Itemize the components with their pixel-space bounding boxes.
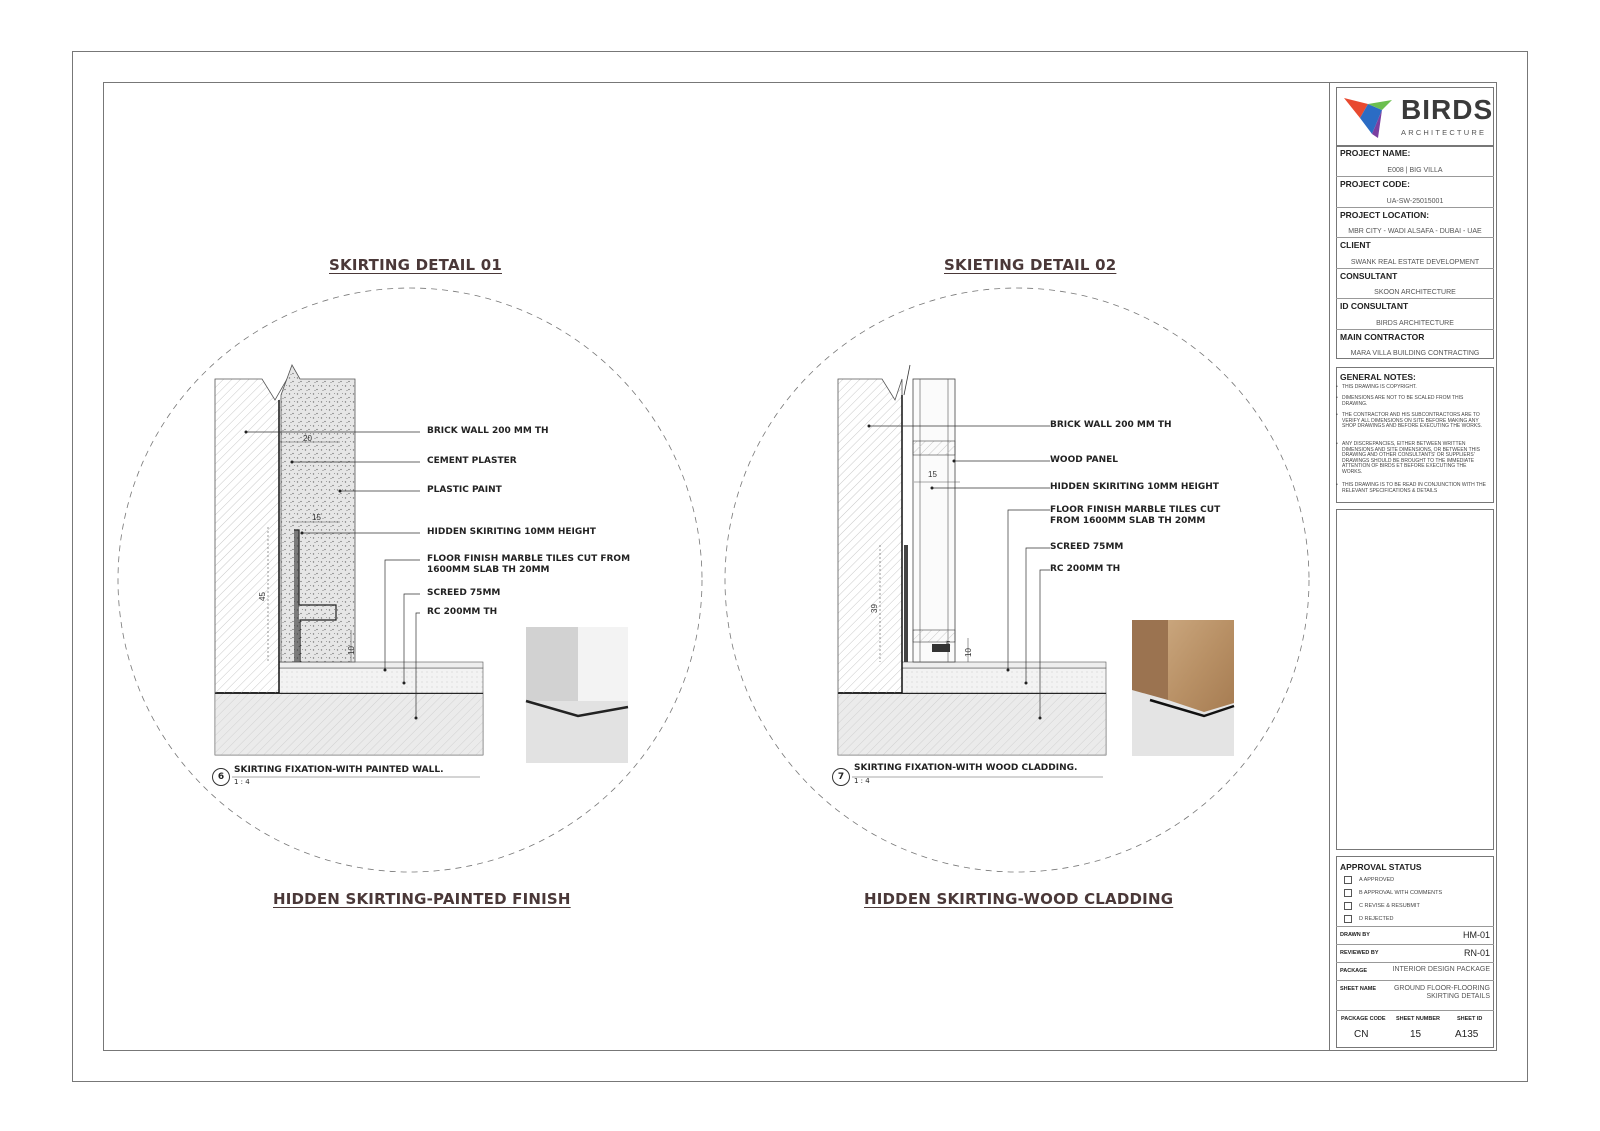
d2-badge: 7 bbox=[832, 768, 850, 786]
d2-label-screed: SCREED 75MM bbox=[1050, 542, 1124, 552]
d1-label-rc: RC 200MM TH bbox=[427, 607, 498, 617]
note-5: • THIS DRAWING IS TO BE READ IN CONJUNCTION WITH THE RELEVANT SPECIFICATIONS & DETAILS bbox=[1342, 483, 1488, 494]
approval-label-c: C REVISE & RESUBMIT bbox=[1359, 903, 1420, 909]
approval-checkbox-a[interactable] bbox=[1344, 876, 1352, 884]
d2-label-skirting: HIDDEN SKIRITING 10MM HEIGHT bbox=[1050, 482, 1219, 492]
value-sheet-id: A135 bbox=[1455, 1029, 1479, 1040]
d1-dim-10: 10 bbox=[346, 646, 356, 655]
detail-02-circle bbox=[725, 288, 1309, 872]
d1-label-floor-2: 1600MM SLAB TH 20MM bbox=[427, 565, 550, 575]
detail-02-screed bbox=[902, 668, 1106, 693]
label-sheet-number: SHEET NUMBER bbox=[1396, 1016, 1441, 1022]
label-consultant: CONSULTANT bbox=[1340, 271, 1398, 281]
note-3: • THE CONTRACTOR AND HIS SUBCONTRACTORS ARE TO VERIFY ALL DIMENSIONS ON SITE BEFORE MAKING ANY SHOP DRAWINGS AND BEFORE EXECUTING THE WORKS. bbox=[1342, 413, 1488, 430]
value-consultant: SKOON ARCHITECTURE bbox=[1374, 289, 1456, 296]
d2-dim-10: 10 bbox=[963, 648, 973, 657]
d1-label-brick: BRICK WALL 200 MM TH bbox=[427, 426, 549, 436]
value-reviewed-by: RN-01 bbox=[1463, 948, 1490, 958]
detail-01-subtitle: HIDDEN SKIRTING-PAINTED FINISH bbox=[273, 890, 571, 908]
d1-label-screed: SCREED 75MM bbox=[427, 588, 501, 598]
detail-01-group bbox=[118, 288, 702, 872]
approval-checkbox-d[interactable] bbox=[1344, 915, 1352, 923]
approval-label-b: B APPROVAL WITH COMMENTS bbox=[1359, 890, 1443, 896]
label-reviewed-by: REVIEWED BY bbox=[1340, 950, 1379, 956]
d2-label-floor-2: FROM 1600MM SLAB TH 20MM bbox=[1050, 516, 1206, 526]
detail-01-screed bbox=[279, 668, 483, 693]
detail-02-wood-panel bbox=[913, 379, 955, 662]
label-project-name: PROJECT NAME: bbox=[1340, 148, 1411, 158]
d2-dim-5: 5 bbox=[946, 640, 951, 649]
d2-label-rc: RC 200MM TH bbox=[1050, 564, 1121, 574]
value-drawn-by: HM-01 bbox=[1462, 930, 1490, 940]
d2-caption: SKIRTING FIXATION-WITH WOOD CLADDING. bbox=[854, 763, 1078, 773]
value-main-contractor: MARA VILLA BUILDING CONTRACTING bbox=[1350, 350, 1480, 357]
logo-text: BIRDS bbox=[1401, 94, 1494, 125]
logo-subtext: ARCHITECTURE bbox=[1401, 128, 1487, 137]
d1-caption: SKIRTING FIXATION-WITH PAINTED WALL. bbox=[234, 765, 444, 775]
detail-01-title: SKIRTING DETAIL 01 bbox=[329, 256, 502, 274]
label-main-contractor: MAIN CONTRACTOR bbox=[1340, 332, 1425, 342]
approval-title: APPROVAL STATUS bbox=[1340, 862, 1422, 872]
row-main-contractor bbox=[1336, 330, 1494, 359]
detail-01-brick-wall bbox=[215, 379, 287, 693]
d2-label-floor-1: FLOOR FINISH MARBLE TILES CUT bbox=[1050, 505, 1221, 515]
approval-label-d: D REJECTED bbox=[1359, 916, 1394, 922]
d2-scale: 1 : 4 bbox=[854, 777, 870, 785]
row-project-location bbox=[1336, 208, 1494, 238]
row-package bbox=[1336, 962, 1494, 980]
approval-checkbox-b[interactable] bbox=[1344, 889, 1352, 897]
d1-label-skirting: HIDDEN SKIRITING 10MM HEIGHT bbox=[427, 527, 596, 537]
value-sheet-name-2: SKIRTING DETAILS bbox=[1426, 993, 1490, 1000]
general-notes-title: GENERAL NOTES: bbox=[1340, 372, 1416, 382]
detail-01-circle bbox=[118, 288, 702, 872]
label-project-code: PROJECT CODE: bbox=[1340, 179, 1410, 189]
row-consultant bbox=[1336, 269, 1494, 299]
value-package: INTERIOR DESIGN PACKAGE bbox=[1392, 966, 1490, 973]
label-id-consultant: ID CONSULTANT bbox=[1340, 301, 1409, 311]
d1-scale: 1 : 4 bbox=[234, 778, 250, 786]
note-4: • ANY DISCREPANCIES, EITHER BETWEEN WRITTEN DIMENSIONS AND SITE DIMENSIONS, OR BETWEEN THIS DRAWING AND OTHER CONSULTANTS' OR SUPPLIERS' DRAWINGS SHOULD BE BROUGHT TO THE IMMEDIATE ATTENTION OF BIRDS ET BEFORE EXECUTING THE WORKS. bbox=[1342, 442, 1488, 476]
value-sheet-number: 15 bbox=[1410, 1029, 1422, 1040]
row-project-code bbox=[1336, 177, 1494, 208]
value-sheet-name-1: GROUND FLOOR-FLOORING bbox=[1393, 985, 1490, 992]
detail-02-title: SKIETING DETAIL 02 bbox=[944, 256, 1117, 274]
label-project-location: PROJECT LOCATION: bbox=[1340, 210, 1430, 220]
logo-box bbox=[1336, 87, 1494, 146]
row-id-consultant bbox=[1336, 299, 1494, 330]
value-id-consultant: BIRDS ARCHITECTURE bbox=[1376, 320, 1454, 327]
d1-dim-20: 20 bbox=[303, 434, 312, 443]
d2-label-brick: BRICK WALL 200 MM TH bbox=[1050, 420, 1172, 430]
label-package: PACKAGE bbox=[1340, 968, 1368, 974]
value-sheet-name bbox=[1394, 985, 1490, 1001]
label-sheet-name: SHEET NAME bbox=[1340, 986, 1377, 992]
row-sheet-name bbox=[1336, 980, 1494, 1010]
label-sheet-id: SHEET ID bbox=[1457, 1016, 1483, 1022]
row-project-name bbox=[1336, 146, 1494, 177]
label-drawn-by: DRAWN BY bbox=[1340, 932, 1370, 938]
value-project-code: UA-SW-25015001 bbox=[1386, 198, 1444, 205]
approval-checkbox-c[interactable] bbox=[1344, 902, 1352, 910]
row-drawn-by bbox=[1336, 926, 1494, 944]
detail-02-tiles bbox=[902, 662, 1106, 668]
row-reviewed-by bbox=[1336, 944, 1494, 962]
value-project-location: MBR CITY - WADI ALSAFA - DUBAI - UAE bbox=[1348, 228, 1482, 235]
revisions-box bbox=[1336, 509, 1494, 850]
d1-label-floor-1: FLOOR FINISH MARBLE TILES CUT FROM bbox=[427, 554, 631, 564]
approval-label-a: A APPROVED bbox=[1359, 877, 1395, 883]
d1-dim-45: 45 bbox=[257, 592, 267, 601]
row-client bbox=[1336, 238, 1494, 269]
note-2: • DIMENSIONS ARE NOT TO BE SCALED FROM THIS DRAWING. bbox=[1342, 396, 1488, 407]
d2-dim-39: 39 bbox=[869, 604, 879, 613]
d1-badge: 6 bbox=[212, 768, 230, 786]
detail-02-subtitle: HIDDEN SKIRTING-WOOD CLADDING bbox=[864, 890, 1174, 908]
note-1: • THIS DRAWING IS COPYRIGHT. bbox=[1342, 385, 1488, 391]
label-package-code: PACKAGE CODE bbox=[1341, 1016, 1386, 1022]
value-client: SWANK REAL ESTATE DEVELOPMENT bbox=[1350, 259, 1480, 266]
d2-label-wood: WOOD PANEL bbox=[1050, 455, 1118, 465]
detail-01-tiles bbox=[279, 662, 483, 668]
value-package-code: CN bbox=[1354, 1029, 1369, 1040]
value-project-name: E008 | BIG VILLA bbox=[1387, 167, 1443, 174]
label-client: CLIENT bbox=[1340, 240, 1371, 250]
d2-dim-15: 15 bbox=[928, 470, 937, 479]
d1-label-plaster: CEMENT PLASTER bbox=[427, 456, 517, 466]
detail-02-group bbox=[725, 288, 1309, 872]
d1-dim-15: 15 bbox=[312, 513, 321, 522]
d1-label-paint: PLASTIC PAINT bbox=[427, 485, 502, 495]
